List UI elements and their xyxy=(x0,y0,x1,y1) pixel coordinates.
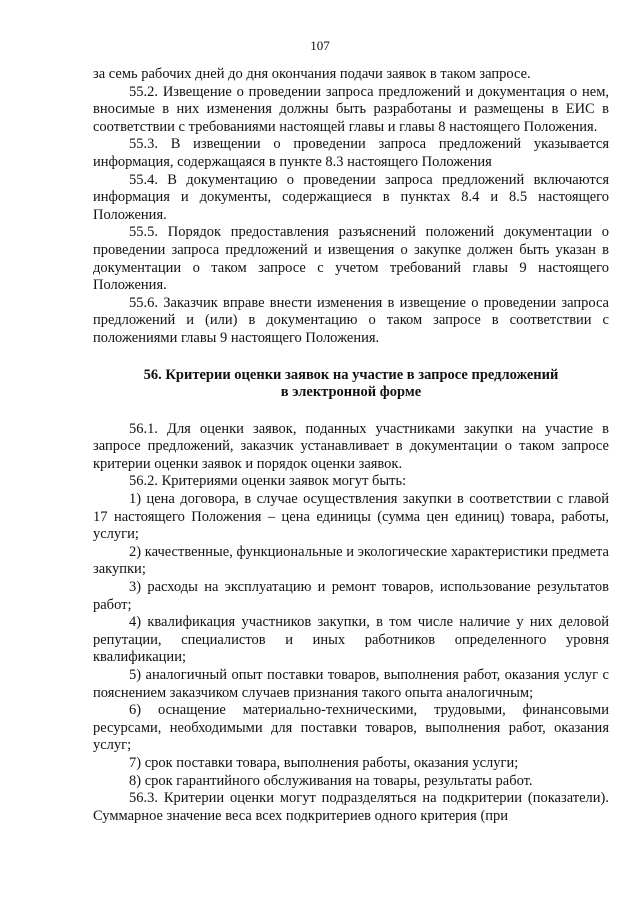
document-body xyxy=(93,66,609,825)
paragraph: 55.3. В извещении о проведении запроса предложений указывается информация, содержащаяся в пункте 8.3 настоящего Положения xyxy=(93,136,609,170)
paragraph: 55.4. В документацию о проведении запроса предложений включаются информация и документы, содержащиеся в пунктах 8.4 и 8.5 настоящего Положения. xyxy=(93,171,609,223)
section-heading xyxy=(93,367,609,402)
paragraph: за семь рабочих дней до дня окончания подачи заявок в таком запросе. xyxy=(93,66,531,82)
section-heading-line-1: 56. Критерии оценки заявок на участие в запросе предложений xyxy=(143,366,559,383)
paragraph: 55.6. Заказчик вправе внести изменения в извещение о проведении запроса предложений и (или) в документацию о таком запросе в соответствии с положениями главы 9 настоящего Положения. xyxy=(93,294,609,346)
paragraph: 56.3. Критерии оценки могут подразделяться на подкритерии (показатели). Суммарное значение веса всех подкритериев одного критерия (при xyxy=(93,790,609,824)
list-item: 3) расходы на эксплуатацию и ремонт товаров, использование результатов работ; xyxy=(93,579,609,613)
list-item: 5) аналогичный опыт поставки товаров, выполнения работ, оказания услуг с пояснением заказчиком случаев признания такого опыта аналогичным; xyxy=(93,667,609,701)
list-item: 8) срок гарантийного обслуживания на товары, результаты работ. xyxy=(129,772,533,789)
list-item: 4) квалификация участников закупки, в том числе наличие у них деловой репутации, специалистов и иных работников определенного уровня квалификации; xyxy=(93,614,609,666)
list-item: 7) срок поставки товара, выполнения работы, оказания услуги; xyxy=(129,754,519,771)
paragraph: 56.1. Для оценки заявок, поданных участниками закупки на участие в запросе предложений, заказчик устанавливает в документации о таком запросе критерии оценки заявок и порядок оценки заявок. xyxy=(93,420,609,472)
paragraph: 55.5. Порядок предоставления разъяснений положений документации о проведении запроса предложений и извещения о закупке должен быть указан в документации о таком запросе с учетом требований главы 9 настоящего Положения. xyxy=(93,224,609,294)
paragraph: 55.2. Извещение о проведении запроса предложений и документация о нем, вносимые в них изменения должны быть разработаны и размещены в ЕИС в соответствии с требованиями настоящей главы и главы 8 настоящего Положения. xyxy=(93,83,609,135)
list-item: 2) качественные, функциональные и экологические характеристики предмета закупки; xyxy=(93,543,609,578)
list-item: 6) оснащение материально-техническими, трудовыми, финансовыми ресурсами, необходимыми для поставки товаров, выполнения работ, оказания услуг; xyxy=(93,702,609,754)
section-heading-line-2: в электронной форме xyxy=(280,384,422,401)
list-item: 1) цена договора, в случае осуществления закупки в соответствии с главой 17 настоящего Положения – цена единицы (сумма цен единиц) товара, работы, услуги; xyxy=(93,491,609,543)
page-number: 107 xyxy=(310,38,330,53)
paragraph: 56.2. Критериями оценки заявок могут быть: xyxy=(129,473,407,490)
